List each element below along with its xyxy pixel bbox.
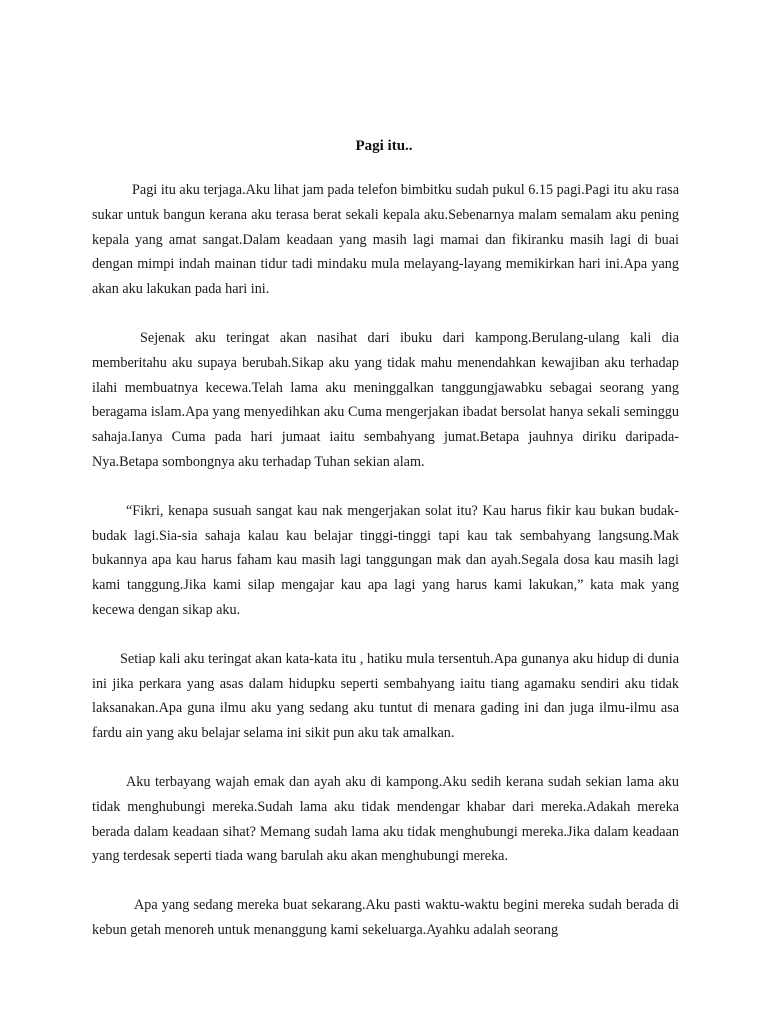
document-body [92,178,679,967]
paragraph: Apa yang sedang mereka buat sekarang.Aku pasti waktu-waktu begini mereka sudah berada di kebun getah menoreh untuk menanggung kami sekeluarga.Ayahku adalah seorang [92,897,679,938]
paragraph: Aku terbayang wajah emak dan ayah aku di kampong.Aku sedih kerana sudah sekian lama aku tidak menghubungi mereka.Sudah lama aku tidak mendengar khabar dari mereka.Adakah mereka berada dalam keadaan sihat? Memang sudah lama aku tidak menghubungi mereka.Jika dalam keadaan yang terdesak seperti tiada wang barulah aku akan menghubungi mereka. [92,773,679,865]
paragraph: Sejenak aku teringat akan nasihat dari ibuku dari kampong.Berulang-ulang kali dia memberitahu aku supaya berubah.Sikap aku yang tidak mahu menendahkan kewajiban aku terhadap ilahi membuatnya kecewa.Telah lama aku meninggalkan tanggungjawabku sebagai seorang yang beragama islam.Apa yang menyedihkan aku Cuma mengerjakan ibadat bersolat hanya sekali seminggu sahaja.Ianya Cuma pada hari jumaat iaitu sembahyang jumat.Betapa jauhnya diriku daripada-Nya.Betapa sombongnya aku terhadap Tuhan sekian alam. [92,329,679,470]
paragraph: “Fikri, kenapa susuah sangat kau nak mengerjakan solat itu? Kau harus fikir kau bukan budak-budak lagi.Sia-sia sahaja kalau kau belajar tinggi-tinggi tapi kau tak sembahyang langsung.Mak bukannya apa kau harus faham kau masih lagi tanggungan mak dan ayah.Segala dosa kau masih lagi kami tanggung.Jika kami silap mengajar kau apa lagi yang harus kami lakukan,” kata mak yang kecewa dengan sikap aku. [92,502,679,618]
paragraph: Pagi itu aku terjaga.Aku lihat jam pada telefon bimbitku sudah pukul 6.15 pagi.Pagi itu aku rasa sukar untuk bangun kerana aku terasa berat sekali kepala aku.Sebenarnya malam semalam aku pening kepala yang amat sangat.Dalam keadaan yang masih lagi mamai dan fikiranku masih lagi di buai dengan mimpi indah mainan tidur tadi mindaku mula melayang-layang memikirkan hari ini.Apa yang akan aku lakukan pada hari ini. [92,182,679,298]
paragraph: Setiap kali aku teringat akan kata-kata itu , hatiku mula tersentuh.Apa gunanya aku hidup di dunia ini jika perkara yang asas dalam hidupku seperti sembahyang iaitu tiang agamaku sendiri aku tidak laksanakan.Apa guna ilmu aku yang sedang aku tuntut di menara gading ini dan juga ilmu-ilmu asa fardu ain yang aku belajar selama ini sikit pun aku tak amalkan. [92,650,679,742]
document-title: Pagi itu.. [355,138,413,154]
